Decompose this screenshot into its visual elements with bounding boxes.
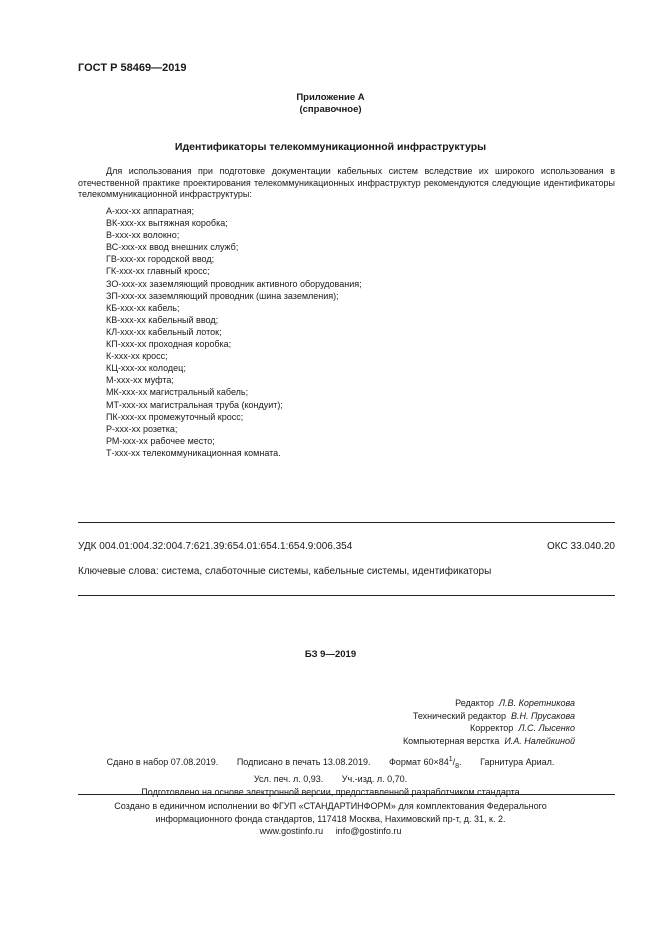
prepared-note: Подготовлено на основе электронной версии, предоставленной разработчиком стандарта <box>141 786 520 797</box>
list-item: ГК-ххх-хх главный кросс; <box>106 266 210 277</box>
list-item: ВС-ххх-хх ввод внешних служб; <box>106 242 239 253</box>
list-item: В-ххх-хх волокно; <box>106 230 180 241</box>
list-item: А-ххх-хх аппаратная; <box>106 206 195 216</box>
typeface: Гарнитура Ариал. <box>480 757 555 767</box>
list-item: МТ-ххх-хх магистральная труба (кондуит); <box>106 399 283 410</box>
staff-editor: Редактор Л.В. Коретникова <box>455 698 575 708</box>
created-line-2: информационного фонда стандартов, 117418 Москва, Нахимовский пр-т, д. 31, к. 2. <box>155 813 506 824</box>
staff-layout: Компьютерная верстка И.А. Налейкиной <box>402 735 575 746</box>
list-item: М-ххх-хх муфта; <box>106 375 174 386</box>
list-item: ВК-ххх-хх вытяжная коробка; <box>106 218 228 229</box>
staff-block <box>0 697 575 747</box>
submitted-date: Сдано в набор 07.08.2019. <box>106 757 219 767</box>
annex-title: Приложение А <box>296 92 365 103</box>
divider-footer <box>78 794 615 795</box>
list-item: Р-ххх-хх розетка; <box>106 423 178 434</box>
list-item: РМ-ххх-хх рабочее место; <box>106 435 215 446</box>
standard-header: ГОСТ Р 58469—2019 <box>78 62 187 74</box>
created-line-1: Создано в единичном исполнении во ФГУП «СТАНДАРТИНФОРМ» для комплектования Федерального <box>114 801 547 811</box>
list-item: К-ххх-хх кросс; <box>106 351 168 362</box>
list-item: ЗП-ххх-хх заземляющий проводник (шина заземления); <box>106 290 339 301</box>
intro-text: Для использования при подготовке документации кабельных систем вследствие их широкого использования в отечественной практике проектирования телекоммуникационных инфраструктур рекомендуются следующие идентификаторы телекоммуникационной инфраструктуры: <box>78 166 615 199</box>
list-item: ГВ-ххх-хх городской ввод; <box>106 254 215 265</box>
print-sheets: Усл. печ. л. 0,93. <box>253 774 324 785</box>
intro-paragraph <box>78 166 615 201</box>
list-item: КБ-ххх-хх кабель; <box>106 302 180 313</box>
section-title: Идентификаторы телекоммуникационной инфраструктуры <box>174 141 487 153</box>
divider-top <box>78 522 615 523</box>
list-item: Т-ххх-хх телекоммуникационная комната. <box>106 447 281 458</box>
publication-info <box>0 754 661 798</box>
divider-bottom <box>78 595 615 596</box>
website-link[interactable]: www.gostinfo.ru <box>259 826 324 836</box>
staff-proofreader: Корректор Л.С. Лысенко <box>469 723 575 733</box>
udk-code: УДК 004.01:004.32:004.7:621.39:654.01:654.1:654.9:006.354 <box>78 541 353 552</box>
print-format: Формат $60\times 84^1/_8$. <box>388 756 462 770</box>
list-item: КВ-ххх-хх кабельный ввод; <box>106 314 219 325</box>
contacts <box>0 825 661 838</box>
list-item: ЗО-ххх-хх заземляющий проводник активного оборудования; <box>106 278 362 289</box>
publication-line-2 <box>0 773 661 786</box>
list-item: ПК-ххх-хх промежуточный кросс; <box>106 411 244 422</box>
signed-date: Подписано в печать 13.08.2019. <box>236 757 371 767</box>
publication-line-1 <box>0 754 661 773</box>
keywords: Ключевые слова: система, слаботочные системы, кабельные системы, идентификаторы <box>78 566 492 577</box>
bz-number: БЗ 9—2019 <box>304 649 357 660</box>
list-item: МК-ххх-хх магистральный кабель; <box>106 387 249 398</box>
list-item: КЦ-ххх-хх колодец; <box>106 363 186 374</box>
annex-type: (справочное) <box>299 104 362 115</box>
list-item: КП-ххх-хх проходная коробка; <box>106 339 232 350</box>
email-link[interactable]: info@gostinfo.ru <box>335 826 402 836</box>
staff-tech-editor: Технический редактор В.Н. Прусакова <box>412 710 575 721</box>
created-info <box>0 800 661 838</box>
edition-sheets: Уч.-изд. л. 0,70. <box>341 774 408 785</box>
oks-code: ОКС 33.040.20 <box>547 541 615 552</box>
identifier-list <box>106 205 362 459</box>
list-item: КЛ-ххх-хх кабельный лоток; <box>106 326 222 337</box>
